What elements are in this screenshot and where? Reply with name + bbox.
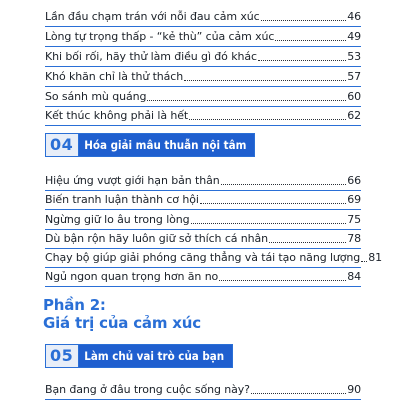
toc-entry[interactable] xyxy=(45,24,361,44)
toc-entry-page: 90 xyxy=(347,383,361,396)
chapter-heading xyxy=(45,344,233,368)
toc-entry[interactable] xyxy=(45,207,361,227)
toc-entry-page: 46 xyxy=(347,10,361,23)
chapter-number: 05 xyxy=(46,345,79,367)
toc-entry-title: Ngừng giữ lo âu trong lòng xyxy=(45,213,190,226)
toc-entry-title: Hiệu ứng vượt giới hạn bản thân xyxy=(45,174,220,187)
toc-entry-page: 81 xyxy=(368,251,383,264)
dot-leader xyxy=(261,20,347,21)
toc-entry-page: 78 xyxy=(347,232,361,245)
dot-leader xyxy=(221,184,347,185)
dot-leader xyxy=(269,242,346,243)
dot-leader xyxy=(219,280,346,281)
chapter-title: Làm chủ vai trò của bạn xyxy=(79,345,232,367)
toc-entry-page: 53 xyxy=(347,50,361,63)
toc-entry-title: Ngủ ngon quan trọng hơn ăn no xyxy=(45,270,219,283)
toc-entry-title: Dù bận rộn hãy luôn giữ sở thích cá nhân xyxy=(45,232,269,245)
toc-entry-page: 49 xyxy=(347,30,361,43)
dot-leader xyxy=(191,223,347,224)
toc-entry[interactable] xyxy=(45,226,361,246)
toc-entry-page: 66 xyxy=(347,174,361,187)
toc-entry[interactable] xyxy=(45,4,361,24)
toc-entry-title: Khi bối rối, hãy thử làm điều gì đó khác xyxy=(45,50,257,63)
toc-entry-title: Biến tranh luận thành cơ hội xyxy=(45,193,199,206)
toc-entry-title: Lòng tự trọng thấp - “kẻ thù” của cảm xúc xyxy=(45,30,275,43)
toc-entry[interactable] xyxy=(45,84,361,104)
toc-entry-title: Kết thúc không phải là hết xyxy=(45,109,189,122)
toc-entry-page: 57 xyxy=(347,70,361,83)
row-divider xyxy=(45,125,361,126)
toc-entry-title: Khó khăn chỉ là thử thách xyxy=(45,70,184,83)
toc-entry-title: Chạy bộ giúp giải phóng căng thẳng và tái tạo năng lượng xyxy=(45,251,361,264)
toc-entry-page: 69 xyxy=(347,193,361,206)
part-label: Phần 2: xyxy=(43,296,106,314)
toc-entry[interactable] xyxy=(45,377,361,397)
chapter-title: Hóa giải mâu thuẫn nội tâm xyxy=(79,134,254,156)
toc-entry[interactable] xyxy=(45,44,361,64)
chapter-number: 04 xyxy=(46,134,79,156)
toc-entry-page: 75 xyxy=(347,213,361,226)
toc-entry-title: So sánh mù quáng xyxy=(45,90,147,103)
toc-entry-page: 60 xyxy=(347,90,361,103)
dot-leader xyxy=(189,119,346,120)
toc-entry[interactable] xyxy=(45,64,361,84)
dot-leader xyxy=(275,40,346,41)
toc-entry[interactable] xyxy=(45,168,361,188)
dot-leader xyxy=(147,100,346,101)
chapter-heading xyxy=(45,133,255,157)
toc-entry-page: 62 xyxy=(347,109,361,122)
toc-entry-title: Bạn đang ở đâu trong cuộc sống này? xyxy=(45,383,250,396)
dot-leader xyxy=(184,80,346,81)
toc-entry[interactable] xyxy=(45,187,361,207)
dot-leader xyxy=(251,393,346,394)
dot-leader xyxy=(258,60,346,61)
part-title: Giá trị của cảm xúc xyxy=(43,314,201,332)
toc-entry[interactable] xyxy=(45,264,361,284)
toc-entry[interactable] xyxy=(45,245,383,265)
dot-leader xyxy=(200,203,346,204)
toc-entry[interactable] xyxy=(45,103,361,123)
toc-entry-title: Lần đầu chạm trán với nỗi đau cảm xúc xyxy=(45,10,260,23)
toc-entry-page: 84 xyxy=(347,270,361,283)
dot-leader xyxy=(361,261,367,262)
row-divider xyxy=(45,286,361,287)
